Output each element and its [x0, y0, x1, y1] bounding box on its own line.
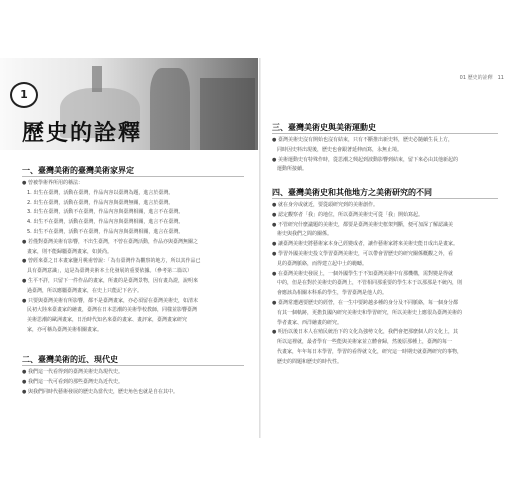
body-line: ● 讓臺灣美術史將藝術家本身己經變成者，讓作藝術家將來美術史能日成出是畫家。	[272, 241, 458, 248]
section-body-1	[22, 179, 254, 336]
section-body-3	[272, 136, 506, 175]
body-line: 2. 出生在臺灣，活動在臺灣，作品內容與臺灣無關，進言於臺灣。	[22, 199, 174, 206]
body-line: ● 只要與臺灣美術有所影響，都不是臺灣畫家，亦必須留在臺灣美術史，如清末	[22, 297, 198, 304]
body-line: 有其一個軌跡，更擔負國內研究美術史和學習研究，所以美術史上應很為臺灣美術的	[272, 309, 463, 316]
body-line: 所以這裡就，最者學有一些能與美術家並立體會歸，然後原那種上，臺灣的每一	[272, 339, 453, 346]
section-heading-3: 三、臺灣美術史與美術運動史	[272, 123, 376, 132]
section-rule	[22, 365, 244, 366]
section-rule	[272, 133, 498, 134]
body-line: ● 就在身旁或就近，要從頭研究到的美術創作。	[272, 202, 378, 208]
section-heading-4: 四、臺灣美術史和其他地方之美術研究的不同	[272, 188, 432, 197]
body-line: ● 生平不詳，只留下一件作品的畫家，所畫的是臺灣景物，因有畫為證，說明來	[22, 277, 198, 284]
body-line: ● 我們這一代可看到的那些臺灣史為近代史。	[22, 378, 123, 385]
body-line: 5. 出生不在臺灣，活動不在臺灣，作品內容與臺灣相關，進言在臺灣。	[22, 228, 184, 235]
body-line: ● 臺灣美術史沒有開始也沒有結束，只有不斷推出新史料，歷史必隨續生長上方，	[272, 137, 453, 143]
body-line: 同時因史料出現後，歷史也會跟著延伸而寫，永無止境。	[272, 146, 403, 153]
body-line: ● 認定觀察者「我」的地位，所以臺灣美術史可從「我」開始寫起。	[272, 211, 423, 218]
body-line: 過臺灣，所以應屬臺灣畫家，在史上只能記下名字。	[22, 287, 143, 294]
section-body-4	[272, 201, 506, 368]
book-gutter	[259, 58, 261, 438]
section-rule	[22, 176, 244, 177]
chapter-title: 歷史的詮釋	[22, 121, 143, 146]
body-line: ● 明治以後日本人在殖民統治下的文化為強勢文化，我們會把那麼個人的文化上，其	[272, 329, 458, 336]
body-line: ● 美術運動史有特殊作時，從思潮之興起到波動影響到結束，留下來必由其他新起的	[272, 156, 458, 163]
body-line: 3. 出生在臺灣，活動不在臺灣，作品內容與臺灣相關，進言不在臺灣。	[22, 209, 184, 216]
section-rule	[272, 198, 498, 199]
body-line: ● 在臺灣美術史發展上，一個外國學生于不知臺灣美術中有那機構，需對變是得就	[272, 270, 453, 277]
body-line: 學者畫家、西洋繪畫的研究。	[272, 319, 343, 326]
body-line: ● 與我們同時代藝術發展的歷史為當代史，歷史角色也就是自在其中。	[22, 388, 178, 395]
body-line: 美術思潮的歐洲畫家，日治時代知名來臺的畫家、畫評家，臺灣畫家研究	[22, 317, 188, 324]
body-line: 歷史的問題和歷史的時代性。	[272, 358, 343, 365]
running-head: 01 歷史的詮釋 11	[459, 75, 504, 81]
body-line: 見的臺灣脈絡，而得建立起中土的範疇。	[272, 260, 368, 267]
body-line: ● 曾被學術界所用的稱法：	[22, 180, 83, 186]
body-line: 畫家，則不能歸屬臺灣畫家，如黃尚。	[22, 248, 113, 255]
body-line: 家，亦可稱為臺灣美術相關畫家。	[22, 326, 103, 333]
body-line: 具有臺灣意識」，這是為臺灣美術本土化發展的重要依據。（參考第二篇以）	[22, 268, 193, 275]
body-line: 1. 出生在臺灣，活動在臺灣，作品內容以臺灣為題，進言於臺灣。	[22, 189, 174, 196]
section-body-2	[22, 368, 254, 397]
photo-figure-shape	[150, 68, 190, 150]
body-line: 代畫家，年年每日本學習，學習的看得就文化，研究這一時期史就臺灣研究的事物，	[272, 348, 463, 355]
section-heading-2: 二、臺灣美術的近、現代史	[22, 355, 118, 364]
body-line: ● 不管研究什麼議題的美術史，都要是臺灣美術史框架判斷，便可加深了解認識美	[272, 221, 453, 228]
body-line: ● 學習外國美術史投文學習臺灣美術史，可以帶會習歷史的研究關係概觀之外，看	[272, 250, 453, 257]
section-heading-1: 一、臺灣美術的臺灣美術家界定	[22, 166, 134, 175]
body-line: 運動所接續。	[272, 166, 308, 173]
body-line: ● 我們這一代看得到的臺灣美術史為現代史。	[22, 369, 123, 375]
body-line: 會應該為相關本科系的學生，學習臺灣是他人的。	[272, 290, 388, 297]
body-line: 中的，但是在對於美術史的臺灣上，不管相同那重要的學生本于以那那是不統內，則	[272, 280, 463, 287]
photo-tower-shape	[92, 66, 102, 92]
chapter-number-badge: 1	[10, 82, 38, 108]
body-line: 4. 出生不在臺灣，活動在臺灣，作品內容與臺灣相關，進言不在臺灣。	[22, 219, 184, 226]
body-line: ● 曾經來臺之日本畫家鹽月桃甫曾說：「為有臺灣作為觀察的地方，所以其作品已	[22, 258, 201, 265]
body-line: 民初大陸來臺畫家的繪畫，臺灣在日本思潮的美術學校教師，同樣並影響臺灣	[22, 307, 198, 314]
body-line: ● 臺灣常遭遇要歷史的經營，在一生中要跨越多種的身分及不同脈絡，每一個身分都	[272, 299, 458, 306]
photo-figure-shape	[200, 78, 255, 150]
body-line: 術史與我們之間的關係。	[272, 231, 333, 238]
body-line: ● 若僅對臺灣美術有影響，不出生臺灣，不曾在臺灣活動，作品亦與臺灣無關之	[22, 238, 198, 245]
